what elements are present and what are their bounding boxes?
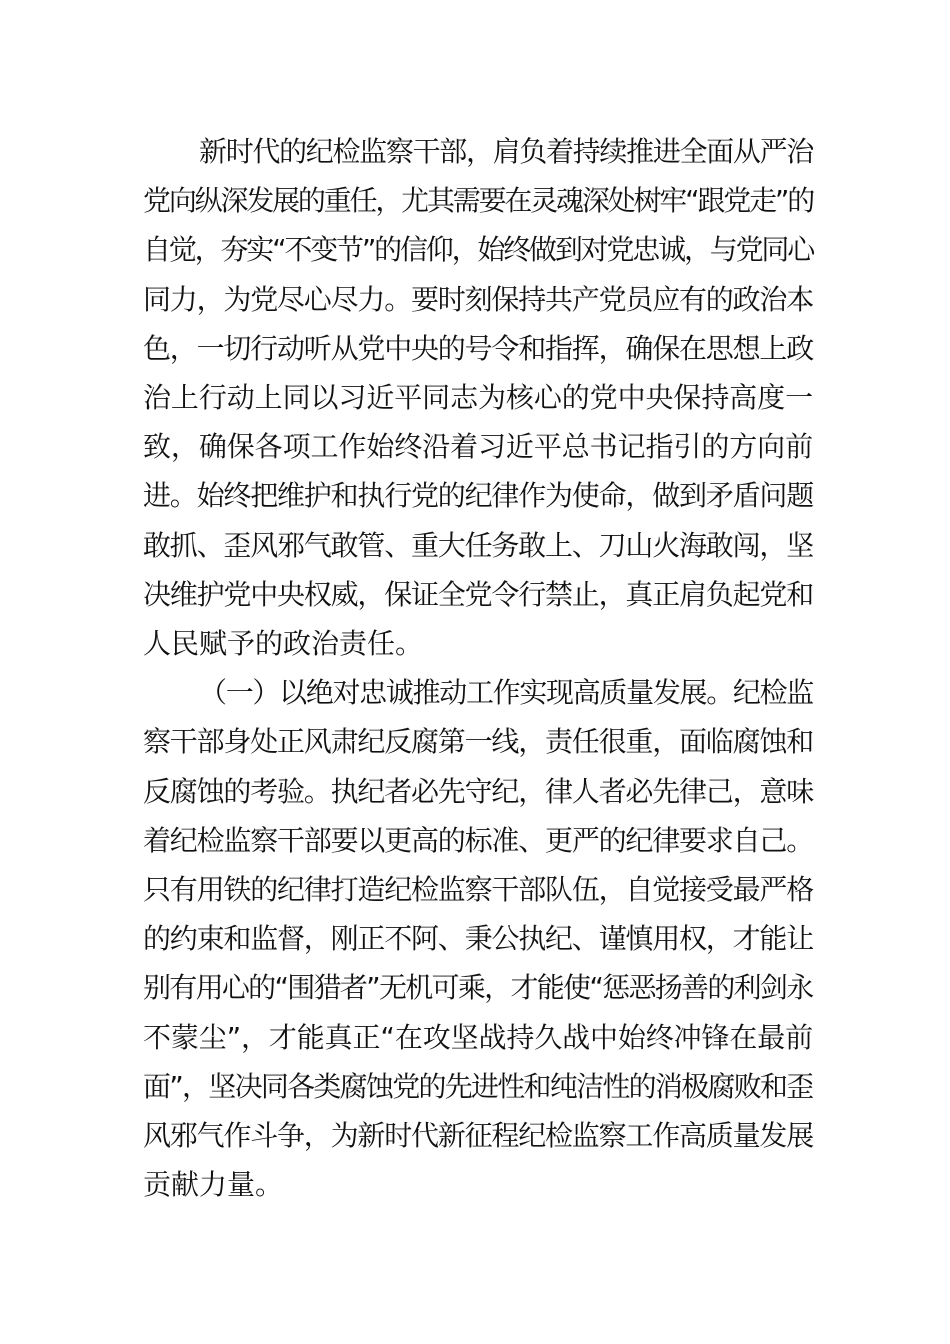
text-line: （一）以绝对忠诚推动工作实现高质量发展。纪检监 [199, 676, 814, 710]
text-line: 色，一切行动听从党中央的号令和指挥，确保在思想上政 [143, 331, 814, 365]
text-line: 别有用心的“围猎者”无机可乘，才能使“惩恶扬善的利剑永 [143, 971, 813, 1005]
text-line: 党向纵深发展的重任，尤其需要在灵魂深处树牢“跟党走”的 [143, 184, 814, 218]
text-line: 决维护党中央权威，保证全党令行禁止，真正肩负起党和 [143, 577, 814, 611]
body-text [143, 127, 813, 1209]
text-line: 的约束和监督，刚正不阿、秉公执纪、谨慎用权，才能让 [143, 922, 814, 956]
text-line: 面”，坚决同各类腐蚀党的先进性和纯洁性的消极腐败和歪 [143, 1069, 813, 1103]
text-line: 只有用铁的纪律打造纪检监察干部队伍，自觉接受最严格 [143, 873, 814, 907]
text-line: 不蒙尘”，才能真正“在攻坚战持久战中始终冲锋在最前 [143, 1020, 814, 1054]
text-line: 察干部身处正风肃纪反腐第一线，责任很重，面临腐蚀和 [143, 725, 814, 759]
text-line: 自觉，夯实“不变节”的信仰，始终做到对党忠诚，与党同心 [143, 233, 814, 267]
text-line: 着纪检监察干部要以更高的标准、更严的纪律要求自己。 [143, 823, 814, 857]
text-line: 风邪气作斗争，为新时代新征程纪检监察工作高质量发展 [143, 1119, 814, 1153]
paragraph-1 [143, 127, 813, 668]
text-line: 反腐蚀的考验。执纪者必先守纪，律人者必先律己，意味 [143, 774, 814, 808]
text-line: 新时代的纪检监察干部，肩负着持续推进全面从严治 [199, 135, 814, 168]
text-line: 进。始终把维护和执行党的纪律作为使命，做到矛盾问题 [143, 479, 814, 513]
paragraph-2 [143, 668, 813, 1209]
text-line: 敢抓、歪风邪气敢管、重大任务敢上、刀山火海敢闯，坚 [143, 528, 814, 562]
text-line: 贡献力量。 [143, 1168, 284, 1202]
text-line: 人民赋予的政治责任。 [143, 627, 424, 661]
text-line: 治上行动上同以习近平同志为核心的党中央保持高度一 [143, 381, 814, 415]
text-line: 致，确保各项工作始终沿着习近平总书记指引的方向前 [143, 430, 814, 464]
text-line: 同力，为党尽心尽力。要时刻保持共产党员应有的政治本 [143, 282, 814, 316]
